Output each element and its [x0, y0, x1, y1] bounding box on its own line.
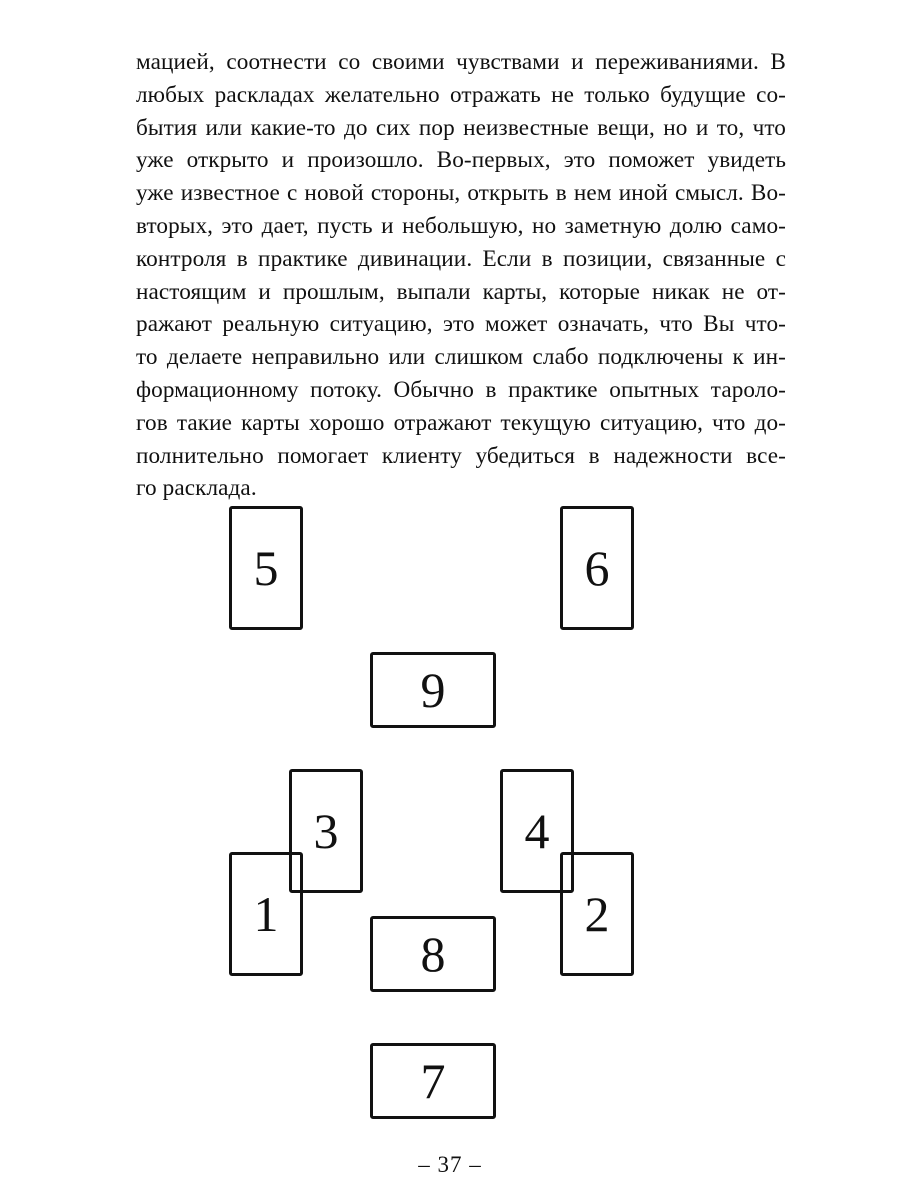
card-position-2: 2	[560, 852, 634, 976]
text-line: любых раскладах желательно отражать не только будущие со-	[136, 81, 786, 108]
text-line: гов такие карты хорошо отражают текущую ситуацию, что до-	[136, 409, 786, 436]
text-line: уже открыто и произошло. Во-первых, это поможет увидеть	[136, 147, 786, 174]
card-position-5: 5	[229, 506, 303, 630]
card-position-1: 1	[229, 852, 303, 976]
text-line: полнительно помогает клиенту убедиться в надежности все-	[136, 442, 786, 469]
text-line: вторых, это дает, пусть и небольшую, но заметную долю само-	[136, 212, 786, 239]
text-line: формационному потоку. Обычно в практике опытных тароло-	[136, 376, 786, 403]
card-position-8: 8	[370, 916, 496, 992]
card-position-6: 6	[560, 506, 634, 630]
card-position-4: 4	[500, 769, 574, 893]
body-text	[136, 46, 786, 505]
text-line: бытия или какие-то до сих пор неизвестные вещи, но и то, что	[136, 114, 786, 141]
page-number: – 37 –	[418, 1152, 482, 1177]
text-line: го расклада.	[136, 475, 257, 502]
text-line: уже известное с новой стороны, открыть в нем иной смысл. Во-	[136, 180, 786, 207]
text-line: мацией, соотнести со своими чувствами и переживаниями. В	[136, 49, 786, 75]
text-line: то делаете неправильно или слишком слабо подключены к ин-	[136, 344, 786, 371]
card-position-9: 9	[370, 652, 496, 728]
card-position-7: 7	[370, 1043, 496, 1119]
text-line: ражают реальную ситуацию, это может означать, что Вы что-	[136, 311, 786, 338]
card-position-3: 3	[289, 769, 363, 893]
text-line: настоящим и прошлым, выпали карты, которые никак не от-	[136, 278, 786, 305]
text-line: контроля в практике дивинации. Если в позиции, связанные с	[136, 245, 786, 272]
